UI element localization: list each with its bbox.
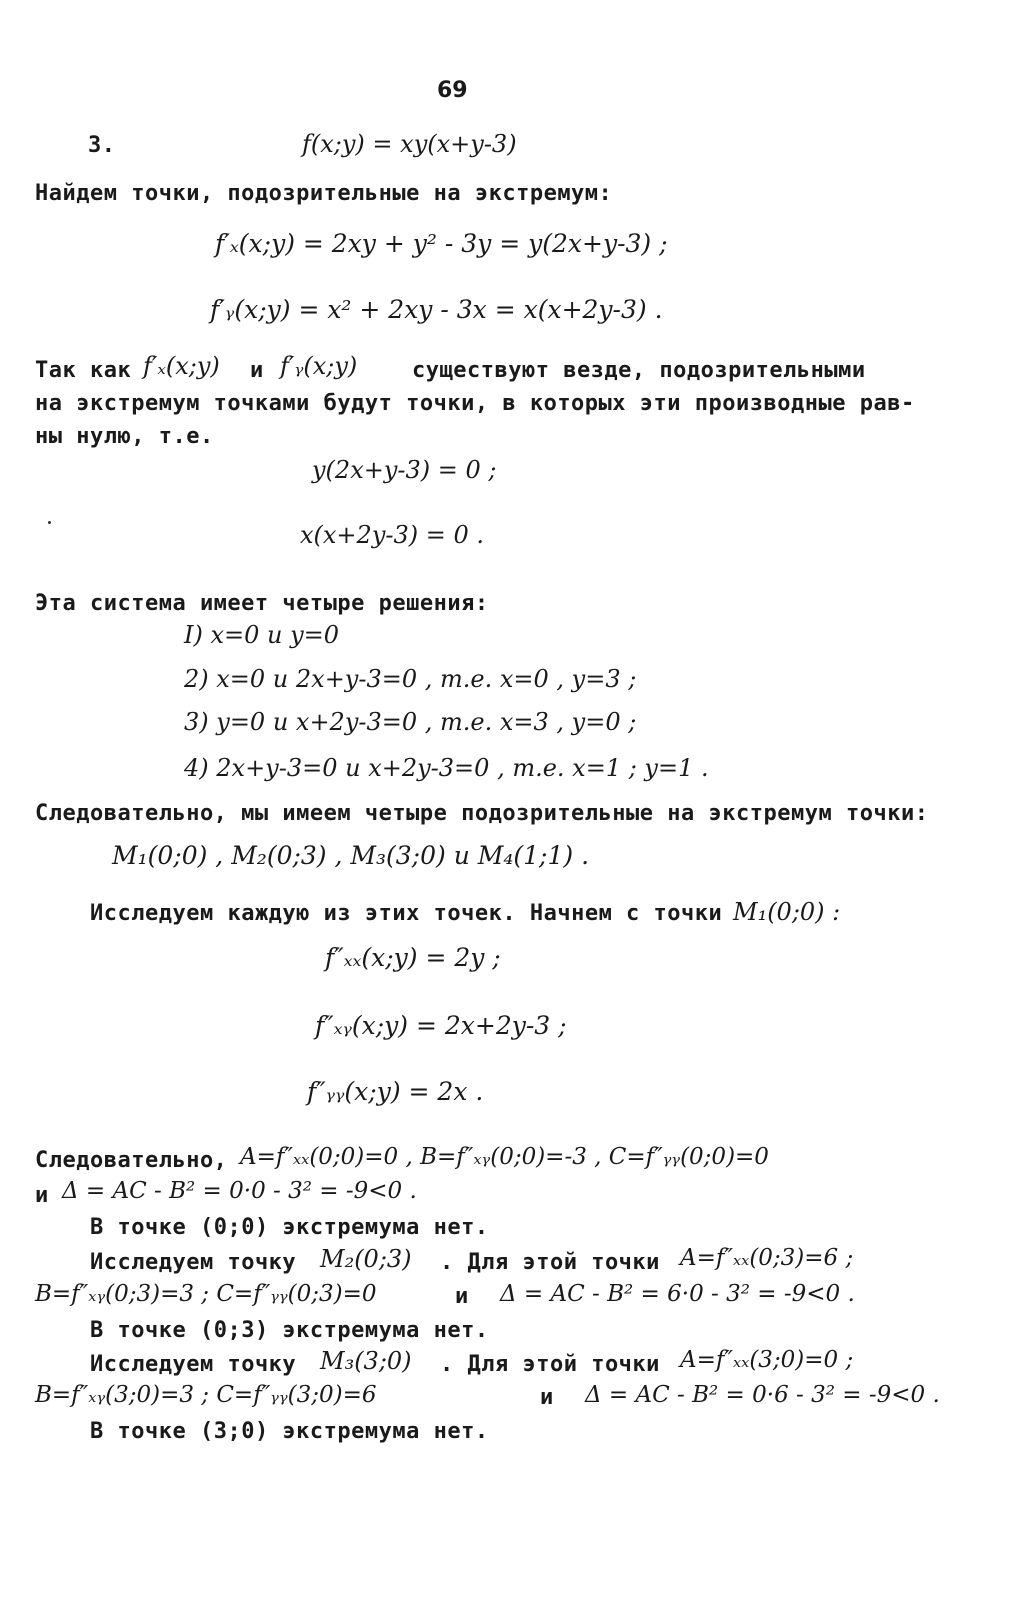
formula-fxx: f″ₓₓ(x;y) = 2y ; <box>325 943 501 972</box>
formula-fy: f′ᵧ(x;y) = x² + 2xy - 3x = x(x+2y-3) . <box>210 295 663 324</box>
delta-m3: Δ = AC - B² = 0·6 - 3² = -9<0 . <box>585 1382 940 1408</box>
text-since-d: ны нулю, т.е. <box>35 424 214 449</box>
text-and-1: и <box>35 1183 49 1208</box>
formula-fx: f′ₓ(x;y) = 2xy + y² - 3y = y(2x+y-3) ; <box>215 229 668 258</box>
equation-1: y(2x+y-3) = 0 ; <box>312 456 497 484</box>
text-no-extremum-2: В точке (0;3) экстремума нет. <box>90 1318 489 1343</box>
text-investigate-point: M₁(0;0) : <box>733 898 841 926</box>
values-abc-m1: A=f″ₓₓ(0;0)=0 , B=f″ₓᵧ(0;0)=-3 , C=f″ᵧᵧ(0;0)=0 <box>240 1144 769 1170</box>
value-a-m3: A=f″ₓₓ(3;0)=0 ; <box>680 1347 854 1373</box>
text-since-b: существуют везде, подозрительными <box>412 358 866 383</box>
solution-3: 3) y=0 и x+2y-3=0 , т.е. x=3 , y=0 ; <box>184 708 637 736</box>
text-investigate-3a: Исследуем точку <box>90 1352 297 1377</box>
text-and-3: и <box>540 1385 554 1410</box>
text-no-extremum-1: В точке (0;0) экстремума нет. <box>90 1215 489 1240</box>
problem-number: 3. <box>88 133 116 158</box>
values-bc-m3: B=f″ₓᵧ(3;0)=3 ; C=f″ᵧᵧ(3;0)=6 <box>35 1382 377 1408</box>
text-no-extremum-3: В точке (3;0) экстремума нет. <box>90 1419 489 1444</box>
delta-m2: Δ = AC - B² = 6·0 - 3² = -9<0 . <box>500 1281 855 1307</box>
function-definition: f(x;y) = xy(x+y-3) <box>302 130 517 158</box>
text-since-c: на экстремум точками будут точки, в которых эти производные рав- <box>35 391 915 416</box>
text-investigate-2c: . Для этой точки <box>440 1250 660 1275</box>
page-number: 69 <box>437 78 468 103</box>
value-a-m2: A=f″ₓₓ(0;3)=6 ; <box>680 1245 854 1271</box>
text-consequently: Следовательно, мы имеем четыре подозрительные на экстремум точки: <box>35 801 929 826</box>
text-since-and: и <box>250 358 264 383</box>
text-consequently-2: Следовательно, <box>35 1148 228 1173</box>
point-m2: M₂(0;3) <box>320 1245 412 1273</box>
text-since-a: Так как <box>35 358 132 383</box>
text-and-2: и <box>455 1284 469 1309</box>
text-investigate-2a: Исследуем точку <box>90 1250 297 1275</box>
text-since-fy: f′ᵧ(x;y) <box>280 352 358 380</box>
formula-fyy: f″ᵧᵧ(x;y) = 2x . <box>307 1077 484 1106</box>
text-investigate-3c: . Для этой точки <box>440 1352 660 1377</box>
text-since-fx: f′ₓ(x;y) <box>143 352 220 380</box>
equation-2: x(x+2y-3) = 0 . <box>300 521 485 549</box>
scan-speck <box>48 521 51 524</box>
solution-1: I) x=0 и y=0 <box>184 621 340 649</box>
point-m3: M₃(3;0) <box>320 1347 412 1375</box>
solution-2: 2) x=0 и 2x+y-3=0 , т.е. x=0 , y=3 ; <box>184 665 637 693</box>
text-system: Эта система имеет четыре решения: <box>35 591 489 616</box>
points-list: M₁(0;0) , M₂(0;3) , M₃(3;0) и M₄(1;1) . <box>112 841 590 870</box>
solution-4: 4) 2x+y-3=0 и x+2y-3=0 , т.е. x=1 ; y=1 . <box>184 754 709 782</box>
formula-fxy: f″ₓᵧ(x;y) = 2x+2y-3 ; <box>315 1011 567 1040</box>
text-find-points: Найдем точки, подозрительные на экстремум: <box>35 181 613 206</box>
text-investigate: Исследуем каждую из этих точек. Начнем с точки <box>90 901 723 926</box>
delta-m1: Δ = AC - B² = 0·0 - 3² = -9<0 . <box>62 1178 417 1204</box>
values-bc-m2: B=f″ₓᵧ(0;3)=3 ; C=f″ᵧᵧ(0;3)=0 <box>35 1281 377 1307</box>
